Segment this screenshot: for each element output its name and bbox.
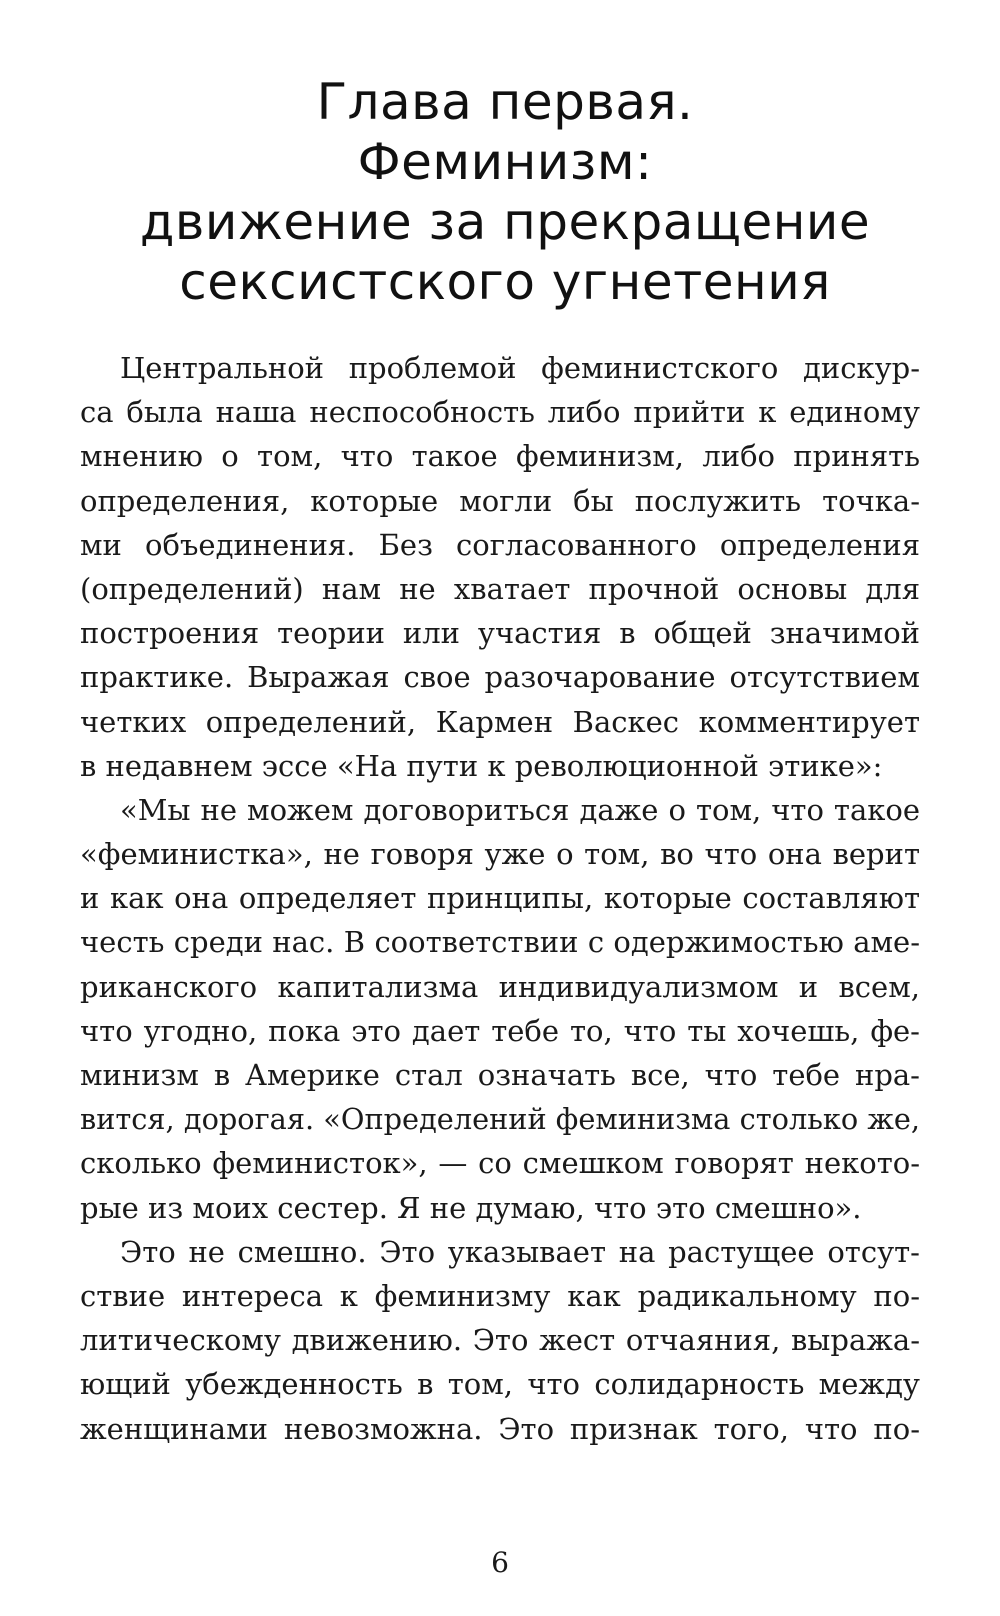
text-line: определения, которые могли бы послужить точка- xyxy=(80,483,920,518)
paragraph xyxy=(80,1230,920,1451)
chapter-title xyxy=(80,72,930,312)
text-line: мнению о том, что такое феминизм, либо принять xyxy=(80,439,920,474)
text-line: и как она определяет принципы, которые составляют xyxy=(80,881,920,916)
text-line: практике. Выражая свое разочарование отсутствием xyxy=(80,660,920,695)
page-number: 6 xyxy=(491,1546,509,1579)
text-line: сколько феминисток», — со смешком говорят некото- xyxy=(80,1146,920,1181)
text-line: «Мы не можем договориться даже о том, что такое xyxy=(120,792,920,827)
text-line: в недавнем эссе «На пути к революционной этике»: xyxy=(80,748,883,783)
text-line: четких определений, Кармен Васкес комментирует xyxy=(80,704,920,739)
text-line: Это не смешно. Это указывает на растущее отсут- xyxy=(120,1234,920,1269)
text-line: честь среди нас. В соответствии с одержимостью аме- xyxy=(80,925,920,960)
text-line: вится, дорогая. «Определений феминизма столько же, xyxy=(80,1102,920,1137)
text-line: минизм в Америке стал означать все, что тебе нра- xyxy=(80,1058,920,1092)
text-line: (определений) нам не хватает прочной основы для xyxy=(80,571,920,606)
text-line: са была наша неспособность либо прийти к единому xyxy=(80,395,920,430)
body-text xyxy=(80,346,920,1451)
text-line: литическому движению. Это жест отчаяния, выража- xyxy=(80,1323,920,1358)
chapter-title-line: сексистского угнетения xyxy=(179,253,831,311)
text-line: ми объединения. Без согласованного определения xyxy=(80,527,920,562)
text-line: что угодно, пока это дает тебе то, что ты хочешь, фе- xyxy=(80,1013,920,1048)
chapter-title-line: движение за прекращение xyxy=(139,193,871,251)
text-line: построения теории или участия в общей значимой xyxy=(80,616,920,651)
chapter-title-line: Феминизм: xyxy=(357,133,653,191)
paragraph xyxy=(80,346,920,788)
text-line: ющий убежденность в том, что солидарность между xyxy=(80,1367,920,1402)
quote-paragraph xyxy=(80,788,920,1230)
text-line: ствие интереса к феминизму как радикальному по- xyxy=(80,1278,920,1313)
text-line: Центральной проблемой феминистского дискур- xyxy=(120,351,920,385)
chapter-title-line: Глава первая. xyxy=(316,73,694,131)
text-line: риканского капитализма индивидуализмом и всем, xyxy=(80,969,920,1004)
text-line: «феминистка», не говоря уже о том, во что она верит xyxy=(80,837,920,872)
text-line: женщинами невозможна. Это признак того, что по- xyxy=(80,1411,920,1446)
text-line: рые из моих сестер. Я не думаю, что это смешно». xyxy=(80,1190,862,1225)
